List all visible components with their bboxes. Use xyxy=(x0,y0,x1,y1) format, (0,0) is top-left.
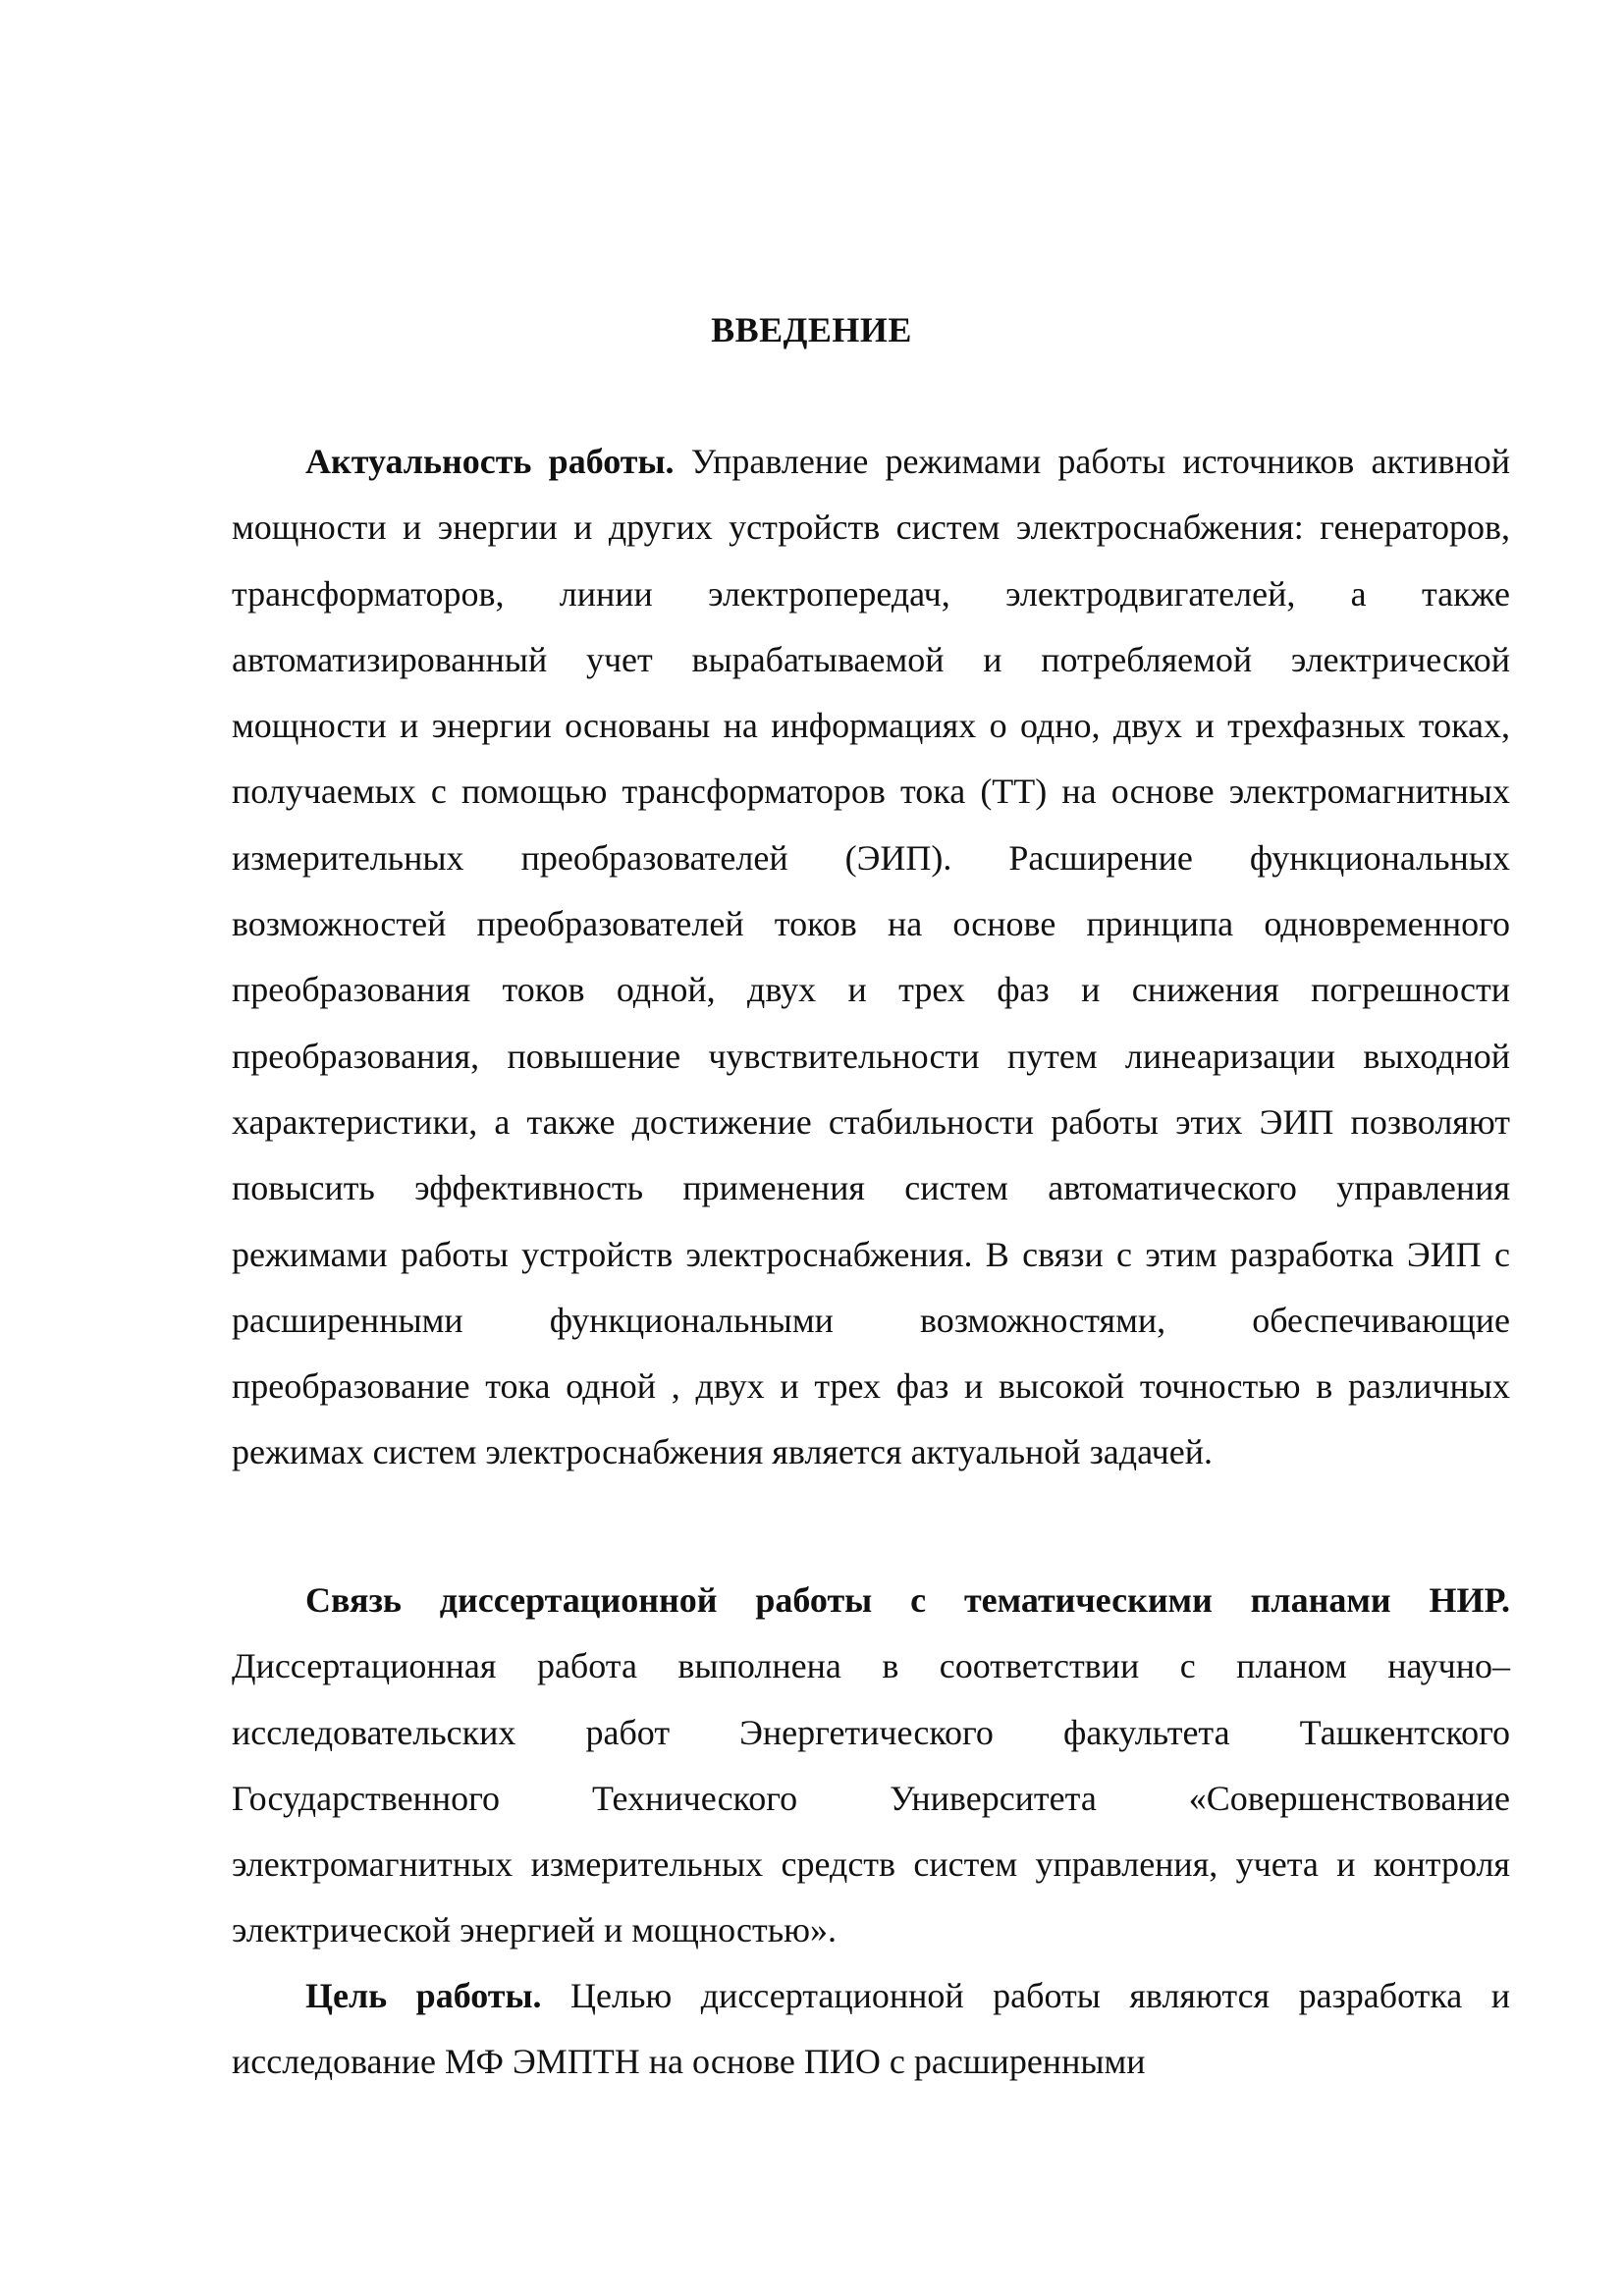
page-title: ВВЕДЕНИЕ xyxy=(711,310,912,349)
paragraph-relevance-body xyxy=(232,429,1510,1486)
paragraph-goal-lead: Цель работы. xyxy=(305,1976,542,2015)
paragraph-research-plans-body xyxy=(232,1568,1510,1964)
paragraph-goal-body xyxy=(232,1963,1510,2096)
paragraph-research-plans-lead: Связь диссертационной работы с тематическими планами НИР. xyxy=(305,1580,1510,1620)
paragraph-research-plans-text: Диссертационная работа выполнена в соответствии с планом научно–исследовательских работ Энергетического факультета Ташкентского Государственного Технического Университета «Совершенствование электромагнитных измерительных средств систем управления, учета и контроля электрической энергией и мощностью». xyxy=(232,1646,1510,1950)
paragraph-goal-text: Целью диссертационной работы являются разработка и исследование МФ ЭМПТН на основе ПИО с расширенными xyxy=(232,1976,1510,2082)
paragraph-relevance-lead: Актуальность работы. xyxy=(305,442,675,481)
paragraph-research-plans xyxy=(232,1568,1510,1964)
paragraph-relevance xyxy=(232,429,1510,1486)
paragraph-goal xyxy=(232,1963,1510,2096)
paragraph-relevance-text: Управление режимами работы источников активной мощности и энергии и других устройств систем электроснабжения: генераторов, трансформаторов, линии электропередач, электродвигателей, а также автоматизированный учет вырабатываемой и потребляемой электрической мощности и энергии основаны на информациях о одно, двух и трехфазных токах, получаемых с помощью трансформаторов тока (ТТ) на основе электромагнитных измерительных преобразователей (ЭИП). Расширение функциональных возможностей преобразователей токов на основе принципа одновременного преобразования токов одной, двух и трех фаз и снижения погрешности преобразования, повышение чувствительности путем линеаризации выходной характеристики, а также достижение стабильности работы этих ЭИП позволяют повысить эффективность применения систем автоматического управления режимами работы устройств электроснабжения. В связи с этим разработка ЭИП с расширенными функциональными возможностями, обеспечивающие преобразование тока одной , двух и трех фаз и высокой точностью в различных режимах систем электроснабжения является актуальной задачей. xyxy=(232,442,1510,1472)
